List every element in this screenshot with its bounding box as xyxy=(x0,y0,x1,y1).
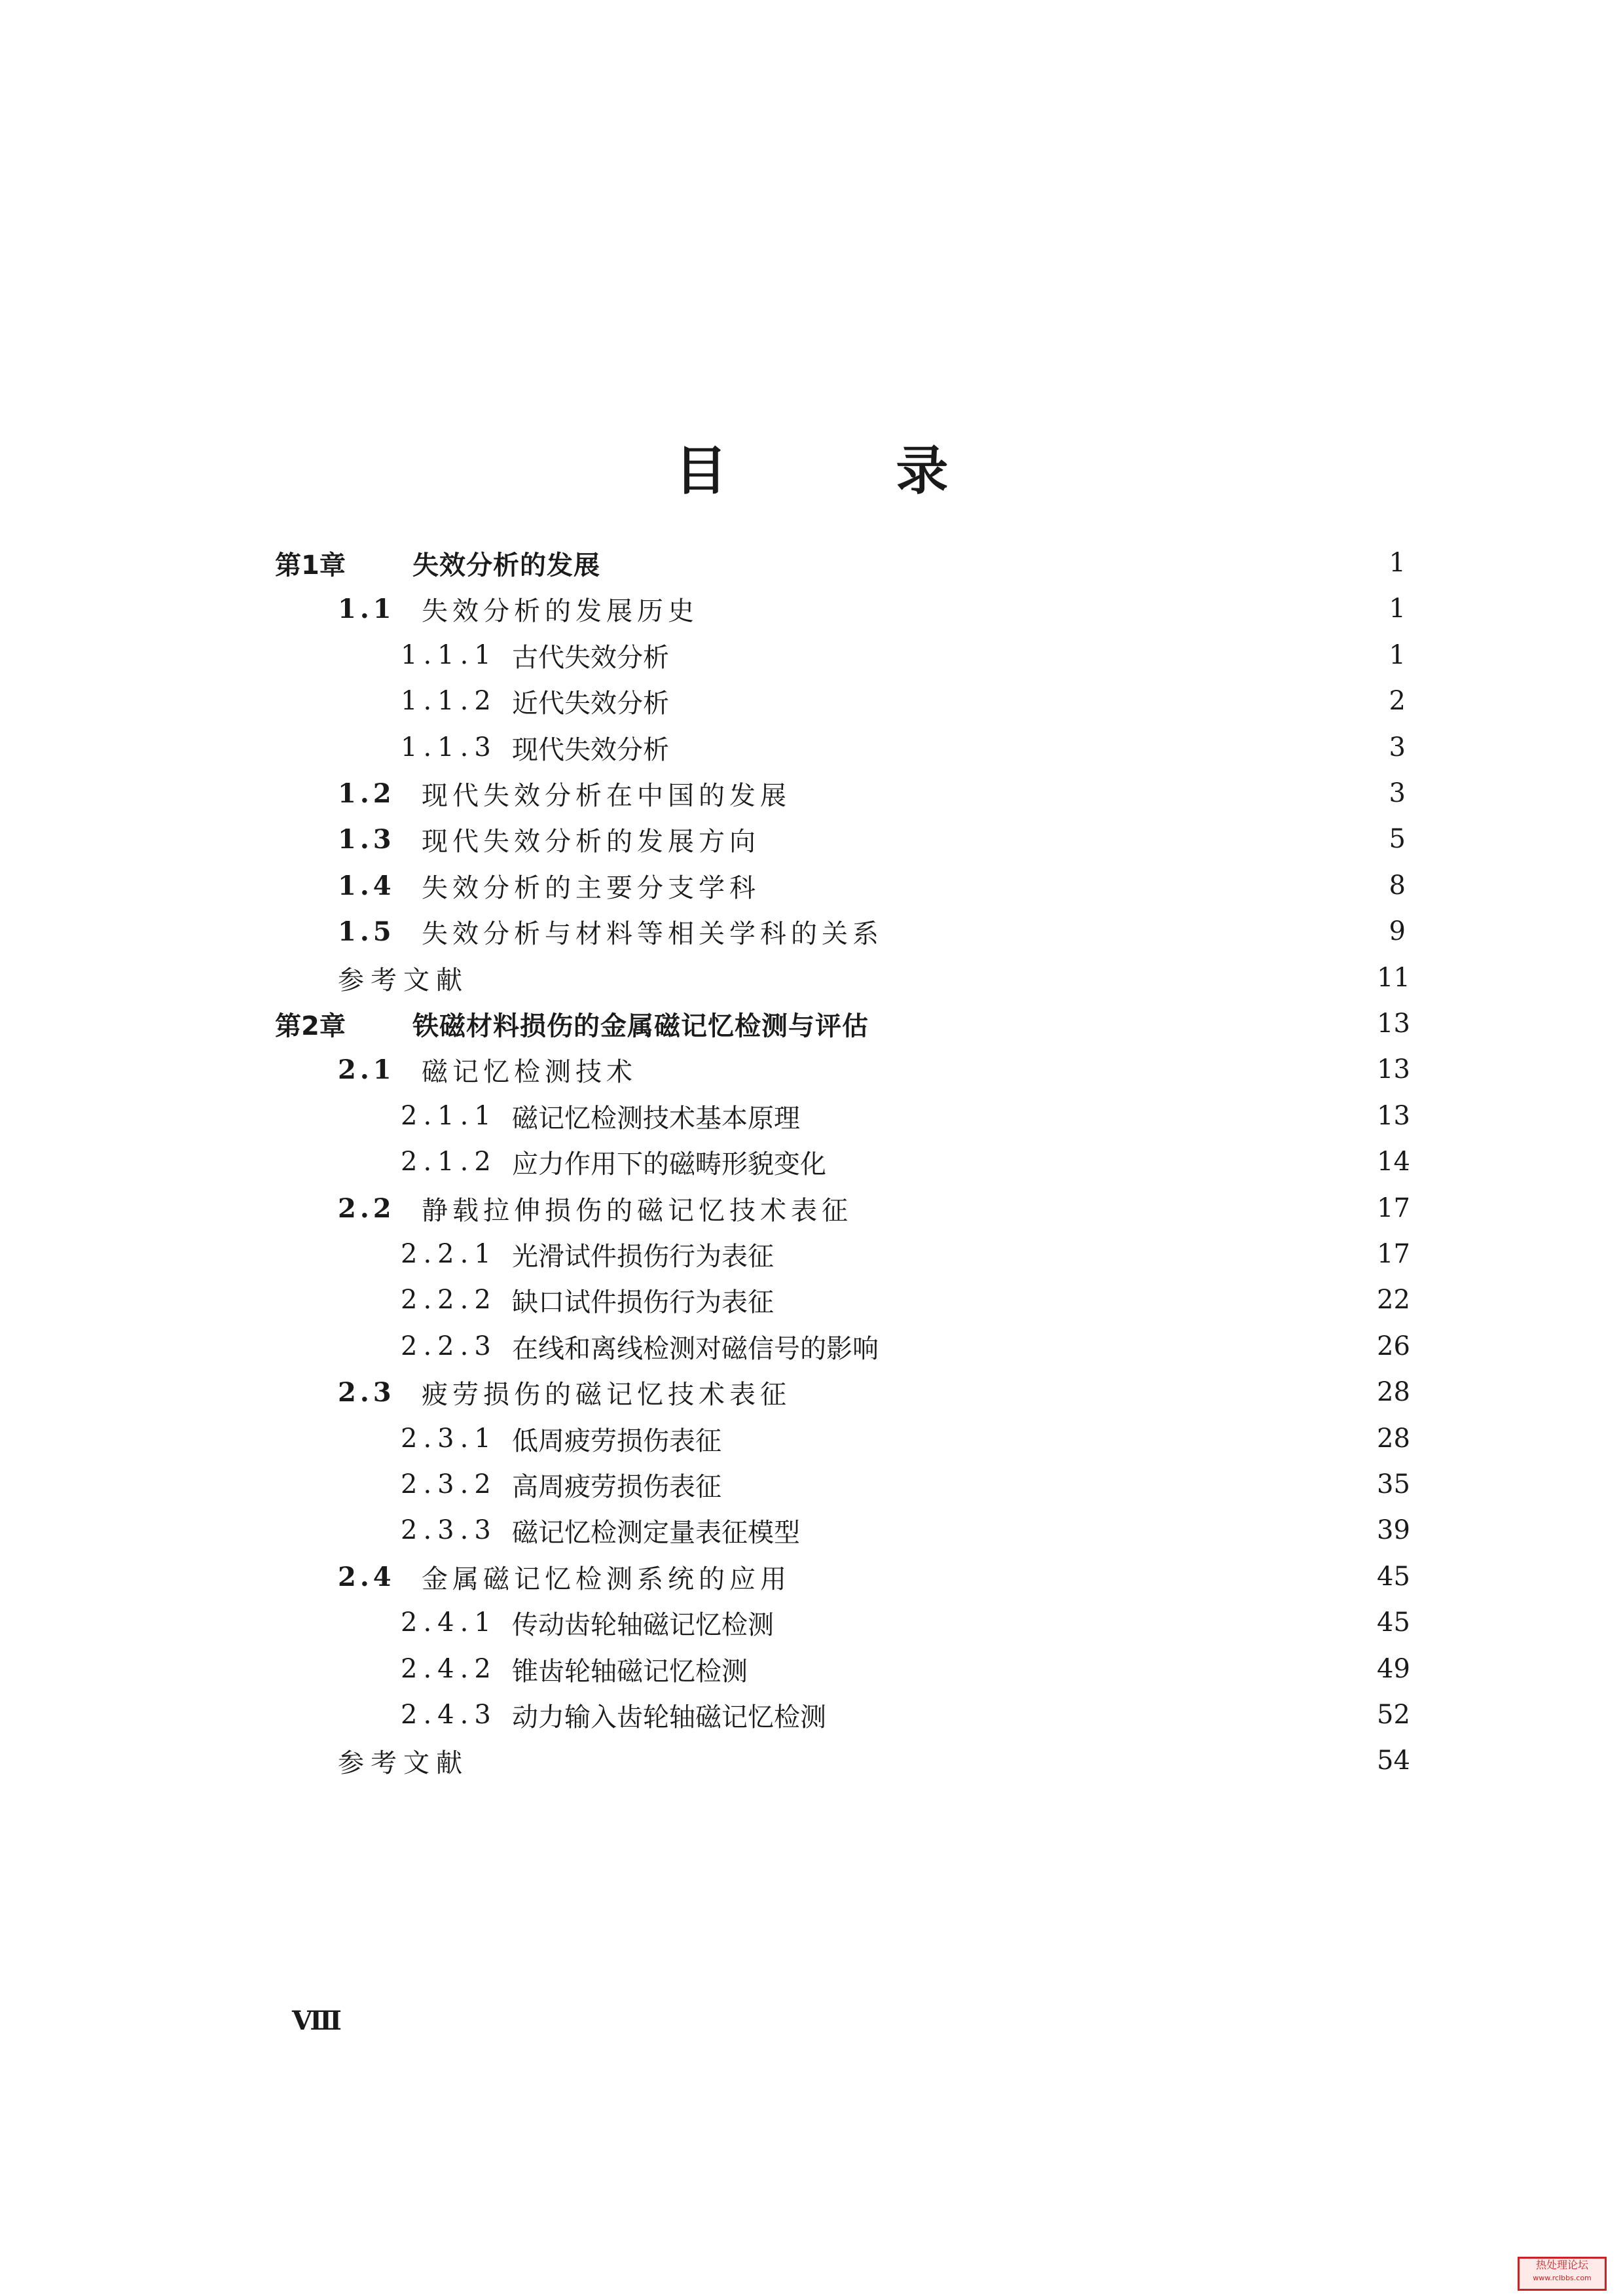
dot-leader xyxy=(736,1426,1364,1452)
toc-entry-title: 现代失效分析的发展方向 xyxy=(422,826,760,857)
toc-entry[interactable] xyxy=(401,1649,1410,1689)
toc-entry-number: 2.3 xyxy=(338,1376,395,1408)
toc-entry-number: 2.3.2 xyxy=(401,1469,497,1499)
dot-leader xyxy=(893,1333,1364,1359)
toc-entry-page: 13 xyxy=(1377,1101,1410,1131)
dot-leader xyxy=(898,918,1364,944)
toc-entry[interactable] xyxy=(338,912,1406,951)
toc-entry[interactable] xyxy=(401,1511,1410,1550)
dot-leader xyxy=(762,1656,1364,1682)
dot-leader xyxy=(841,1702,1364,1728)
toc-entry-title: 静载拉伸损伤的磁记忆技术表征 xyxy=(422,1195,852,1226)
toc-entry[interactable] xyxy=(338,774,1406,813)
dot-leader xyxy=(651,1056,1364,1083)
toc-entry[interactable] xyxy=(401,1465,1410,1504)
toc-entry[interactable] xyxy=(401,681,1406,721)
toc-entry-number: 2.3.1 xyxy=(401,1424,497,1454)
toc-entry-page: 28 xyxy=(1377,1424,1410,1454)
toc-entry-number: 1.1.1 xyxy=(401,640,497,670)
toc-entry-title: 现代失效分析 xyxy=(512,734,669,765)
toc-entry-number: 2.4.1 xyxy=(401,1607,497,1638)
dot-leader xyxy=(684,688,1364,714)
toc-entry-title: 光滑试件损伤行为表征 xyxy=(512,1241,774,1272)
dot-leader xyxy=(684,734,1364,761)
toc-entry-number: 1.1.3 xyxy=(401,732,497,762)
toc-entry-number: 1.5 xyxy=(338,916,395,947)
toc-entry-title: 应力作用下的磁畴形貌变化 xyxy=(512,1149,826,1179)
dot-leader xyxy=(883,1011,1364,1037)
toc-entry[interactable] xyxy=(338,1189,1410,1228)
toc-entry-number: 2.2 xyxy=(338,1193,395,1224)
dot-leader xyxy=(867,1195,1364,1221)
toc-entry[interactable] xyxy=(275,1004,1410,1043)
toc-entry-number: 2.4 xyxy=(338,1561,395,1592)
toc-entry-page: 3 xyxy=(1389,778,1406,808)
toc-entry-page: 26 xyxy=(1377,1331,1410,1361)
dot-leader xyxy=(788,1609,1364,1636)
toc-entry-page: 49 xyxy=(1377,1654,1410,1684)
toc-entry-number: 2.1.2 xyxy=(401,1147,497,1177)
toc-entry-page: 8 xyxy=(1389,870,1406,901)
toc-entry-page: 52 xyxy=(1377,1700,1410,1730)
dot-leader xyxy=(805,1564,1364,1590)
toc-entry-number: 2.1 xyxy=(338,1054,395,1085)
toc-entry[interactable] xyxy=(401,1695,1410,1734)
dot-leader xyxy=(775,826,1364,852)
dot-leader xyxy=(841,1149,1364,1175)
toc-entry-title: 近代失效分析 xyxy=(512,688,669,719)
toc-entry-title: 磁记忆检测技术 xyxy=(422,1056,637,1087)
toc-entry[interactable] xyxy=(275,543,1406,583)
toc-entry[interactable] xyxy=(401,1096,1410,1136)
toc-entry-title: 失效分析的发展历史 xyxy=(422,596,699,626)
toc-entry-number: 第1章 xyxy=(275,550,346,581)
toc-entry-page: 9 xyxy=(1389,916,1406,946)
toc-entry-page: 28 xyxy=(1377,1377,1410,1407)
toc-entry-title: 失效分析的主要分支学科 xyxy=(422,872,760,903)
page-title: 目 录 xyxy=(674,440,1024,501)
toc-entry-number: 2.1.1 xyxy=(401,1101,497,1131)
toc-entry-page: 13 xyxy=(1377,1009,1410,1039)
dot-leader xyxy=(788,1287,1364,1313)
toc-entry-number: 1.1.2 xyxy=(401,686,497,716)
toc-entry-page: 11 xyxy=(1377,963,1410,993)
dot-leader xyxy=(788,1241,1364,1267)
toc-entry-page: 5 xyxy=(1389,824,1406,854)
toc-entry-page: 17 xyxy=(1377,1239,1410,1269)
toc-entry-title: 磁记忆检测技术基本原理 xyxy=(512,1103,800,1134)
toc-entry-number: 2.3.3 xyxy=(401,1515,497,1545)
dot-leader xyxy=(775,872,1364,899)
page-number: Ⅷ xyxy=(292,2005,342,2036)
toc-entry[interactable] xyxy=(401,1419,1410,1458)
toc-entry-number: 第2章 xyxy=(275,1011,346,1041)
table-of-contents xyxy=(275,0,1410,2225)
toc-entry[interactable] xyxy=(338,866,1406,905)
toc-entry-title: 疲劳损伤的磁记忆技术表征 xyxy=(422,1379,791,1410)
stamp-line-1: 热处理论坛 xyxy=(1535,2259,1588,2271)
toc-entry-page: 22 xyxy=(1377,1285,1410,1315)
toc-entry[interactable] xyxy=(401,1327,1410,1366)
toc-entry-page: 39 xyxy=(1377,1515,1410,1545)
toc-entry[interactable] xyxy=(401,636,1406,675)
toc-entry[interactable] xyxy=(401,1234,1410,1274)
toc-entry-number: 2.2.3 xyxy=(401,1331,497,1361)
toc-entry-title: 现代失效分析在中国的发展 xyxy=(422,780,791,811)
toc-entry-title: 动力输入齿轮轴磁记忆检测 xyxy=(512,1702,826,1732)
dot-leader xyxy=(684,642,1364,668)
toc-entry-page: 17 xyxy=(1377,1193,1410,1223)
toc-entry-page: 45 xyxy=(1377,1607,1410,1638)
toc-entry[interactable] xyxy=(338,1557,1410,1596)
toc-entry-number: 1.3 xyxy=(338,823,395,855)
dot-leader xyxy=(805,780,1364,806)
toc-entry-title: 传动齿轮轴磁记忆检测 xyxy=(512,1609,774,1640)
toc-entry-title: 参考文献 xyxy=(338,965,469,996)
toc-entry-number: 2.4.2 xyxy=(401,1654,497,1684)
toc-entry-number: 1.2 xyxy=(338,778,395,809)
toc-entry-page: 1 xyxy=(1389,548,1406,578)
toc-entry-title: 缺口试件损伤行为表征 xyxy=(512,1287,774,1318)
dot-leader xyxy=(736,1471,1364,1498)
toc-entry-number: 1.4 xyxy=(338,870,395,901)
dot-leader xyxy=(483,965,1364,991)
toc-entry-title: 失效分析与材料等相关学科的关系 xyxy=(422,918,883,949)
toc-entry-title: 失效分析的发展 xyxy=(412,550,600,581)
toc-references[interactable] xyxy=(338,958,1410,997)
watermark-stamp xyxy=(1518,2257,1607,2291)
toc-entry-page: 45 xyxy=(1377,1562,1410,1592)
toc-entry[interactable] xyxy=(338,1372,1410,1412)
toc-entry-page: 3 xyxy=(1389,732,1406,762)
toc-entry-page: 13 xyxy=(1377,1054,1410,1085)
toc-entry-title: 参考文献 xyxy=(338,1748,469,1778)
toc-entry[interactable] xyxy=(401,1142,1410,1181)
toc-entry-title: 金属磁记忆检测系统的应用 xyxy=(422,1564,791,1594)
stamp-line-2: www.rclbbs.com xyxy=(1533,2274,1592,2282)
toc-entry[interactable] xyxy=(401,728,1406,767)
toc-entry[interactable] xyxy=(401,1603,1410,1642)
dot-leader xyxy=(483,1748,1364,1774)
toc-entry-title: 铁磁材料损伤的金属磁记忆检测与评估 xyxy=(412,1011,869,1041)
toc-entry[interactable] xyxy=(338,1050,1410,1089)
toc-entry-page: 2 xyxy=(1389,686,1406,716)
toc-entry[interactable] xyxy=(338,589,1406,628)
toc-entry-page: 14 xyxy=(1377,1147,1410,1177)
dot-leader xyxy=(615,550,1364,576)
toc-entry-title: 古代失效分析 xyxy=(512,642,669,673)
dot-leader xyxy=(805,1379,1364,1405)
toc-entry-page: 35 xyxy=(1377,1469,1410,1499)
toc-entry-number: 2.4.3 xyxy=(401,1700,497,1730)
toc-entry-number: 2.2.1 xyxy=(401,1239,497,1269)
dot-leader xyxy=(814,1103,1364,1129)
toc-entry-page: 1 xyxy=(1389,594,1406,624)
dot-leader xyxy=(814,1517,1364,1543)
toc-entry-number: 1.1 xyxy=(338,593,395,624)
toc-entry-page: 1 xyxy=(1389,640,1406,670)
dot-leader xyxy=(713,596,1364,622)
toc-entry-title: 低周疲劳损伤表征 xyxy=(512,1426,721,1456)
toc-entry[interactable] xyxy=(338,819,1406,859)
toc-entry-title: 在线和离线检测对磁信号的影响 xyxy=(512,1333,879,1364)
toc-entry-title: 高周疲劳损伤表征 xyxy=(512,1471,721,1502)
toc-references[interactable] xyxy=(338,1741,1410,1780)
toc-entry[interactable] xyxy=(401,1280,1410,1319)
toc-entry-title: 磁记忆检测定量表征模型 xyxy=(512,1517,800,1548)
toc-entry-page: 54 xyxy=(1377,1746,1410,1776)
toc-entry-title: 锥齿轮轴磁记忆检测 xyxy=(512,1656,748,1687)
toc-entry-number: 2.2.2 xyxy=(401,1285,497,1315)
